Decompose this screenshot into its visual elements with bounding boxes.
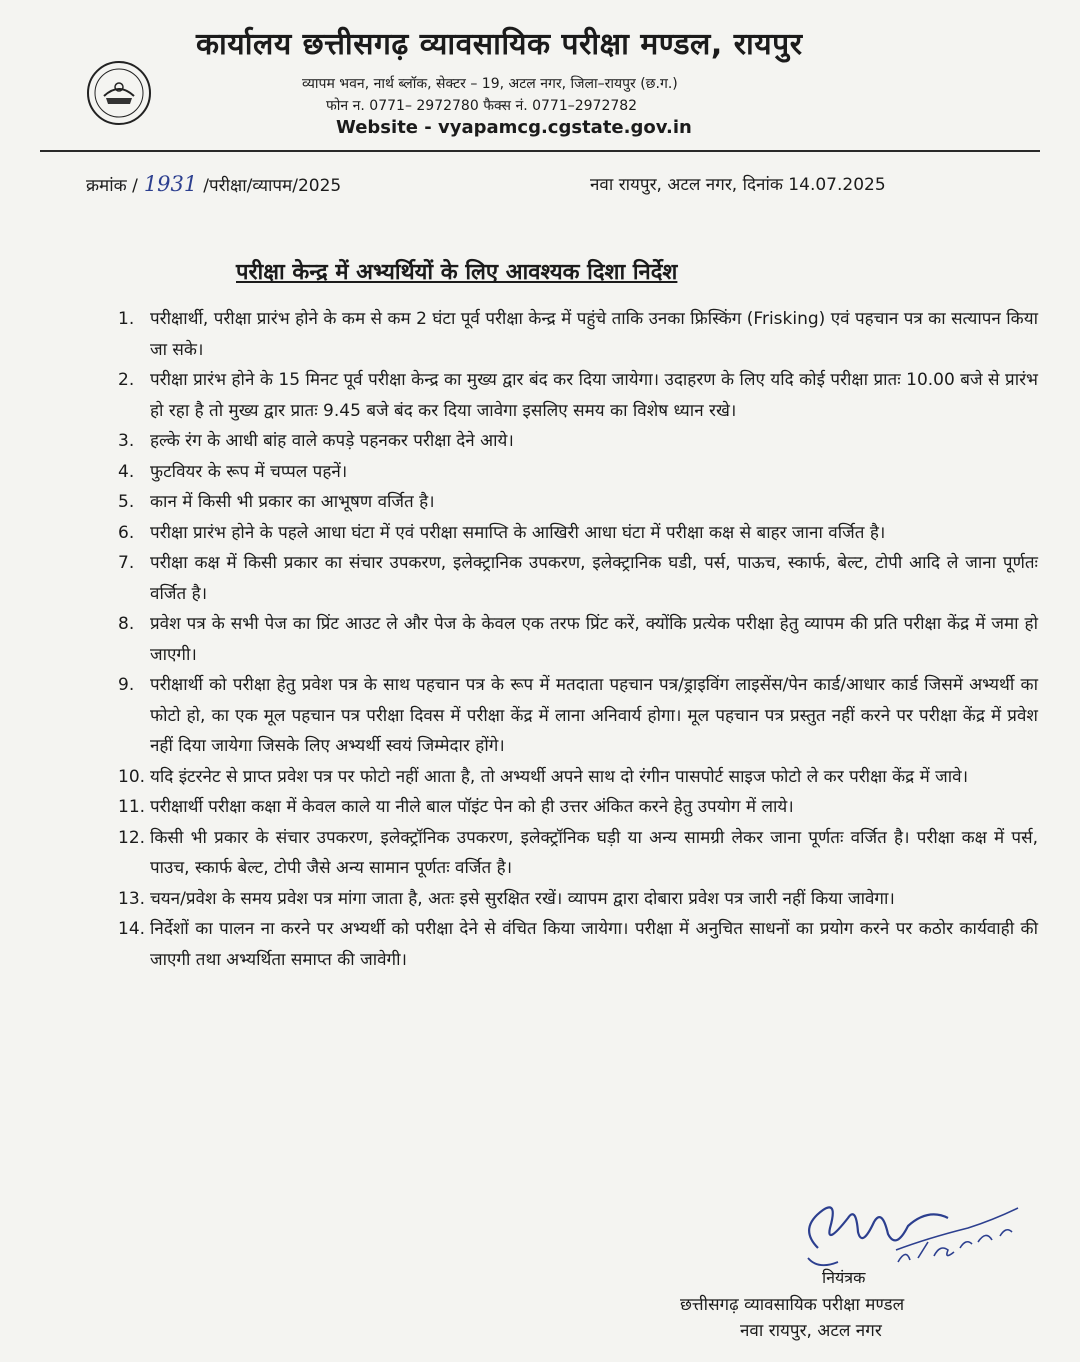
list-item [118,670,1038,762]
item-number: 13. [118,888,146,909]
list-item [118,792,1038,823]
list-item [118,884,1038,915]
item-number: 1. [118,309,135,329]
item-number: 9. [118,675,135,695]
list-item [118,457,1038,488]
item-text: निर्देशों का पालन ना करने पर अभ्यर्थी को परीक्षा देने से वंचित किया जायेगा। परीक्षा में अनुचित साधनों का प्रयोग करने पर कठोर कार्यवाही की जाएगी तथा अभ्यर्थिता समाप्त की जावेगी। [150,919,1038,970]
item-text: हल्के रंग के आधी बांह वाले कपड़े पहनकर परीक्षा देने आये। [150,431,514,451]
reference-suffix: /परीक्षा/व्यापम/2025 [203,176,342,196]
reference-prefix: क्रमांक / [86,176,138,196]
notice-heading: परीक्षा केन्द्र में अभ्यर्थियों के लिए आवश्यक दिशा निर्देश [236,260,678,285]
phone-fax: फोन न. 0771– 2972780 फैक्स नं. 0771–2972782 [326,98,638,114]
signatory-place: नवा रायपुर, अटल नगर [740,1321,882,1341]
item-text: किसी भी प्रकार के संचार उपकरण, इलेक्ट्रॉनिक उपकरण, इलेक्ट्रॉनिक घड़ी या अन्य सामग्री लेकर जाना पूर्णतः वर्जित है। परीक्षा कक्ष में पर्स, पाउच, स्कार्फ बेल्ट, टोपी जैसे अन्य सामान पूर्णतः वर्जित है। [150,827,1038,878]
item-number: 5. [118,492,135,512]
item-number: 8. [118,614,135,634]
item-text: परीक्षा प्रारंभ होने के 15 मिनट पूर्व परीक्षा केन्द्र का मुख्य द्वार बंद कर दिया जायेगा। उदाहरण के लिए यदि कोई परीक्षा प्रातः 10.00 बजे से प्रारंभ हो रहा है तो मुख्य द्वार प्रातः 9.45 बजे बंद कर दिया जावेगा इसलिए समय का विशेष ध्यान रखे। [150,370,1038,421]
website-text: Website - vyapamcg.cgstate.gov.in [336,117,692,138]
handwritten-reference-number: 1931 [143,172,198,196]
item-number: 14. [118,919,146,939]
office-address: व्यापम भवन, नार्थ ब्लॉक, सेक्टर – 19, अटल नगर, जिला–रायपुर (छ.ग.) [302,76,678,92]
item-text: परीक्षार्थी को परीक्षा हेतु प्रवेश पत्र के साथ पहचान पत्र के रूप में मतदाता पहचान पत्र/ड्राइविंग लाइसेंस/पेन कार्ड/आधार कार्ड जिसमें अभ्यर्थी का फोटो हो, का एक मूल पहचान पत्र परीक्षा दिवस में परीक्षा केंद्र में लाना अनिवार्य होगा। मूल पहचान पत्र प्रस्तुत नहीं करने पर परीक्षा केंद्र में प्रवेश नहीं दिया जायेगा जिसके लिए अभ्यर्थी स्वयं जिम्मेदार होंगे। [150,675,1038,756]
list-item [118,914,1038,975]
item-text: यदि इंटरनेट से प्राप्त प्रवेश पत्र पर फोटो नहीं आता है, तो अभ्यर्थी अपने साथ दो रंगीन पासपोर्ट साइज फोटो ले कर परीक्षा केंद्र में जावे। [150,766,969,787]
signatory-title: नियंत्रक [822,1268,866,1287]
org-title: कार्यालय छत्तीसगढ़ व्यावसायिक परीक्षा मण्डल, रायपुर [196,27,803,62]
item-number: 12. [118,827,146,848]
reference-number [86,172,341,196]
list-item [118,487,1038,518]
item-number: 6. [118,522,135,543]
list-item [118,426,1038,457]
item-number: 7. [118,553,135,573]
list-item [118,548,1038,609]
item-text: परीक्षार्थी परीक्षा कक्षा में केवल काले या नीले बाल पॉइंट पेन को ही उत्तर अंकित करने हेतु उपयोग में लाये। [150,797,794,817]
item-number: 10. [118,766,146,787]
item-text: परीक्षा प्रारंभ होने के पहले आधा घंटा में एवं परीक्षा समाप्ति के आखिरी आधा घंटा में परीक्षा कक्ष से बाहर जाना वर्जित है। [150,522,886,543]
item-text: परीक्षार्थी, परीक्षा प्रारंभ होने के कम से कम 2 घंटा पूर्व परीक्षा केन्द्र में पहुंचे ताकि उनका फ्रिस्किंग (Frisking) एवं पहचान पत्र का सत्यापन किया जा सके। [150,309,1038,360]
list-item [118,365,1038,426]
instruction-list [118,304,1038,975]
list-item [118,762,1038,793]
item-text: परीक्षा कक्ष में किसी प्रकार का संचार उपकरण, इलेक्ट्रानिक उपकरण, इलेक्ट्रानिक घडी, पर्स, पाऊच, स्कार्फ, बेल्ट, टोपी आदि ले जाना पूर्णतः वर्जित है। [150,553,1038,604]
list-item [118,304,1038,365]
vyapam-emblem-logo [86,60,152,126]
header-divider [40,150,1040,152]
item-text: कान में किसी भी प्रकार का आभूषण वर्जित है। [150,492,435,512]
item-text: फुटवियर के रूप में चप्पल पहनें। [150,461,348,482]
item-number: 4. [118,461,135,482]
item-number: 11. [118,797,146,817]
list-item [118,823,1038,884]
item-number: 2. [118,370,135,390]
item-number: 3. [118,431,135,451]
handwritten-signature [778,1188,1028,1278]
list-item [118,609,1038,670]
item-text: प्रवेश पत्र के सभी पेज का प्रिंट आउट ले और पेज के केवल एक तरफ प्रिंट करें, क्योंकि प्रत्येक परीक्षा हेतु व्यापम की प्रति परीक्षा केंद्र में जमा हो जाएगी। [150,614,1038,665]
item-text: चयन/प्रवेश के समय प्रवेश पत्र मांगा जाता है, अतः इसे सुरक्षित रखें। व्यापम द्वारा दोबारा प्रवेश पत्र जारी नहीं किया जावेगा। [150,888,895,909]
signatory-organization: छत्तीसगढ़ व्यावसायिक परीक्षा मण्डल [680,1295,905,1315]
place-and-date: नवा रायपुर, अटल नगर, दिनांक 14.07.2025 [590,175,886,195]
list-item [118,518,1038,549]
